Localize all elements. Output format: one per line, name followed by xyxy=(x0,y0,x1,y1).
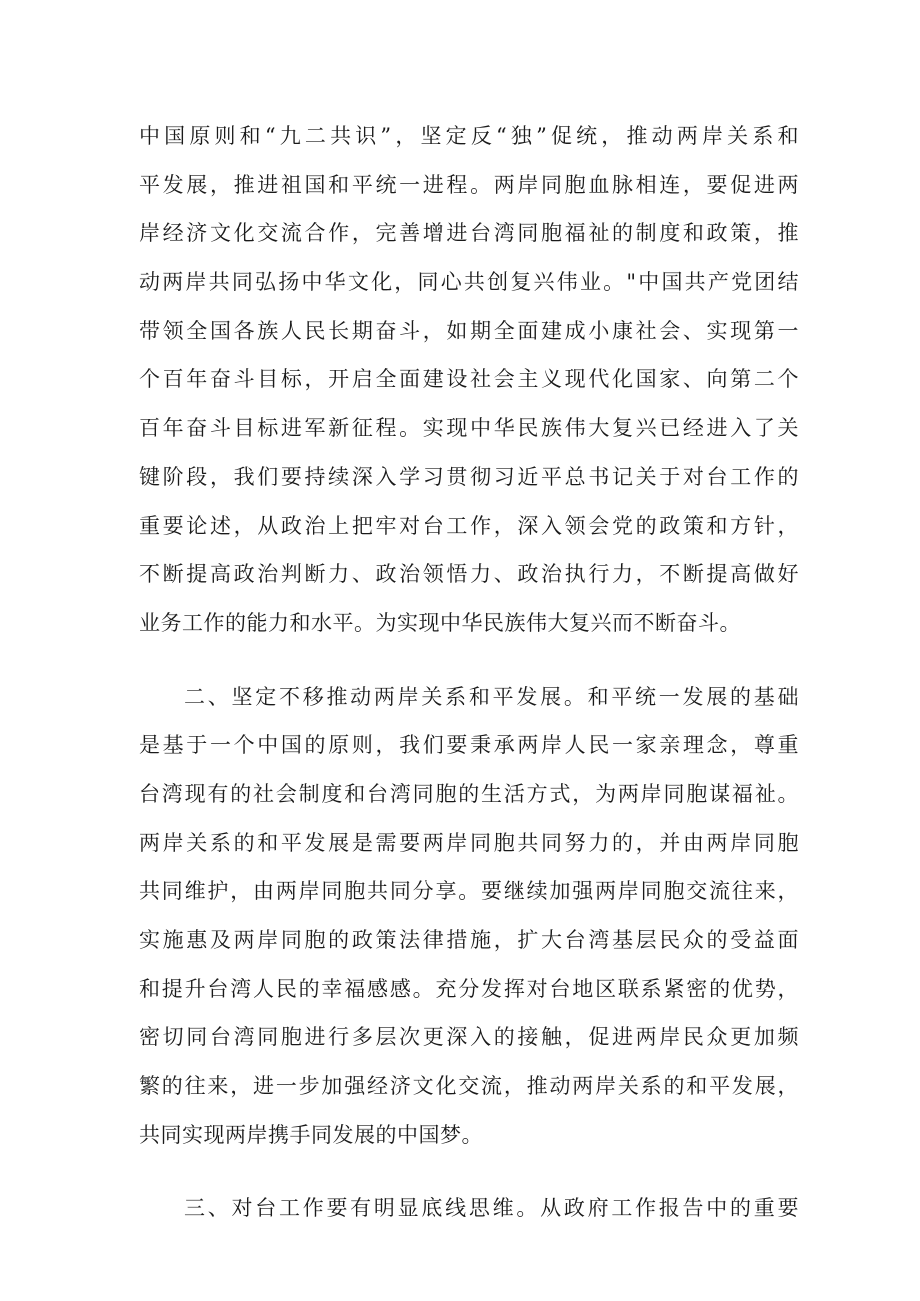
paragraph-gap xyxy=(139,648,799,673)
text-line: 二、坚定不移推动两岸关系和平发展。和平统一发展的基础 xyxy=(184,684,799,709)
paragraph-3 xyxy=(139,1184,799,1233)
text-line: 是基于一个中国的原则，我们要秉承两岸人民一家亲理念，尊重 xyxy=(139,733,799,758)
text-line: 共同实现两岸携手同发展的中国梦。 xyxy=(139,1122,483,1147)
text-line: 实施惠及两岸同胞的政策法律措施，扩大台湾基层民众的受益面 xyxy=(139,928,799,952)
text-line: 两岸关系的和平发展是需要两岸同胞共同努力的，并由两岸同胞 xyxy=(139,830,799,855)
text-line: 中国原则和“九二共识”，坚定反“独”促统，推动两岸关系和 xyxy=(139,124,799,148)
text-line: 百年奋斗目标进军新征程。实现中华民族伟大复兴已经进入了关 xyxy=(139,416,799,441)
paragraph-2 xyxy=(139,673,799,1160)
text-line: 业务工作的能力和水平。为实现中华民族伟大复兴而不断奋斗。 xyxy=(139,610,741,635)
paragraph-gap xyxy=(139,1159,799,1184)
text-line: 带领全国各族人民长期奋斗，如期全面建成小康社会、实现第一 xyxy=(139,318,799,343)
paragraph-1 xyxy=(139,112,799,648)
text-line: 重要论述，从政治上把牢对台工作，深入领会党的政策和方针， xyxy=(139,513,799,538)
text-line: 动两岸共同弘扬中华文化，同心共创复兴伟业。"中国共产党团结 xyxy=(139,270,799,295)
text-line: 繁的往来，进一步加强经济文化交流，推动两岸关系的和平发展， xyxy=(139,1074,799,1099)
document-page xyxy=(139,112,799,1233)
text-line: 共同维护，由两岸同胞共同分享。要继续加强两岸同胞交流往来， xyxy=(139,879,799,904)
text-line: 密切同台湾同胞进行多层次更深入的接触，促进两岸民众更加频 xyxy=(139,1025,799,1050)
text-line: 个百年奋斗目标，开启全面建设社会主义现代化国家、向第二个 xyxy=(139,367,799,392)
text-line: 三、对台工作要有明显底线思维。从政府工作报告中的重要 xyxy=(184,1196,799,1221)
text-line: 不断提高政治判断力、政治领悟力、政治执行力，不断提高做好 xyxy=(139,562,799,587)
text-line: 键阶段，我们要持续深入学习贯彻习近平总书记关于对台工作的 xyxy=(139,464,799,489)
text-line: 台湾现有的社会制度和台湾同胞的生活方式，为两岸同胞谋福祉。 xyxy=(139,781,799,806)
text-line: 岸经济文化交流合作，完善增进台湾同胞福祉的制度和政策，推 xyxy=(139,221,799,246)
text-line: 和提升台湾人民的幸福感感。充分发挥对台地区联系紧密的优势， xyxy=(139,976,799,1001)
text-line: 平发展，推进祖国和平统一进程。两岸同胞血脉相连，要促进两 xyxy=(139,172,799,197)
